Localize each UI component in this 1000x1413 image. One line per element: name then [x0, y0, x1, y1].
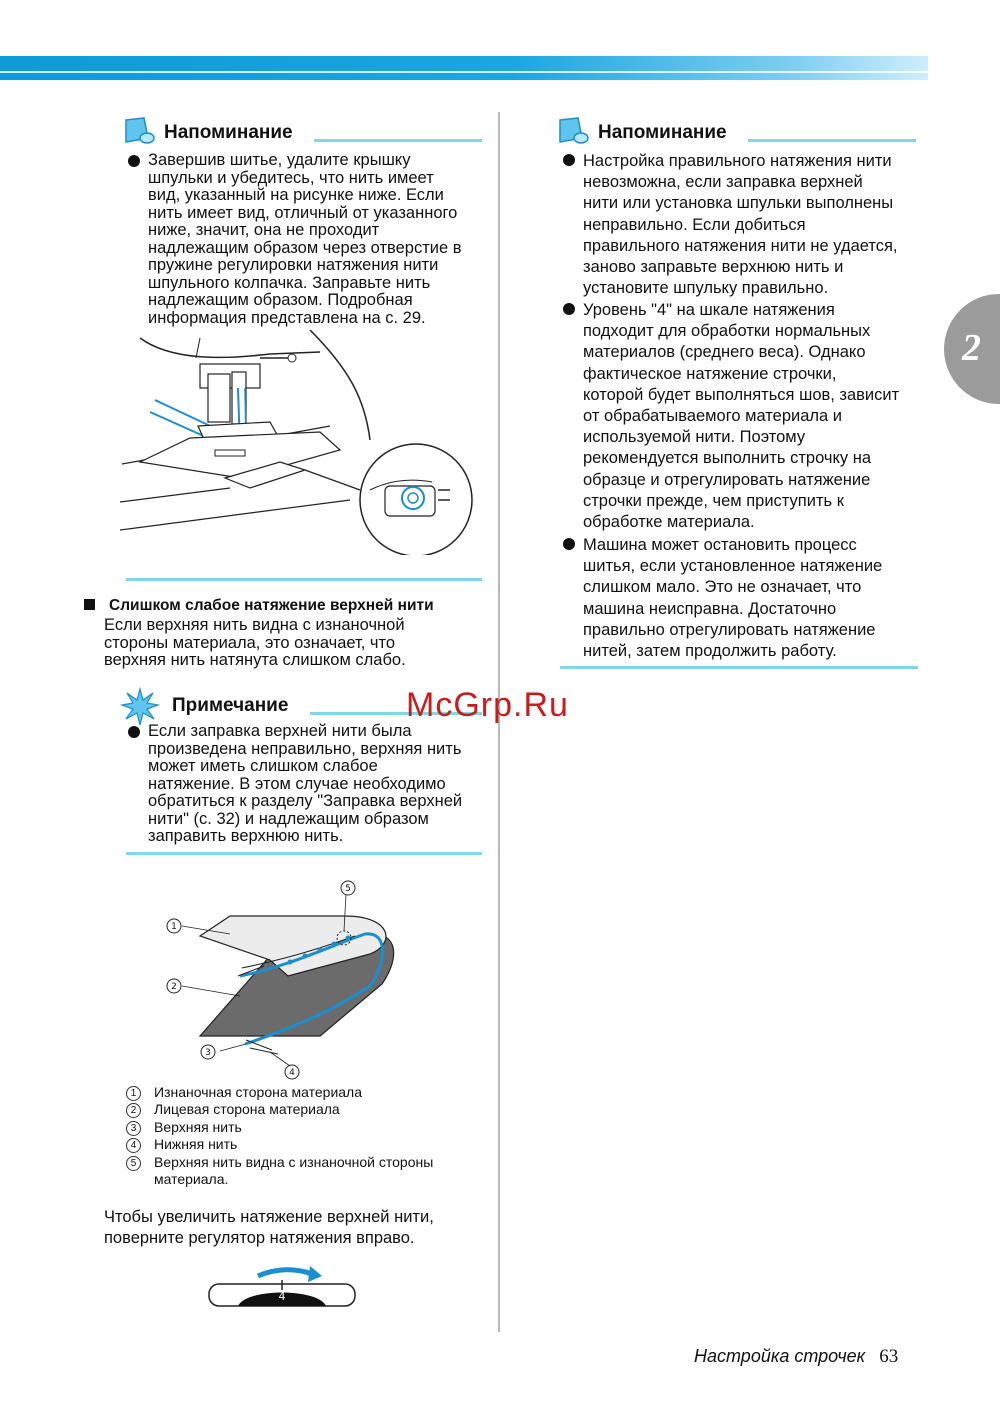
- section-line: верхняя нить натянута слишком слабо.: [104, 651, 406, 669]
- memo2-bullet: [583, 535, 928, 662]
- legend-row: [126, 1119, 433, 1136]
- memo-title-rule: [314, 139, 482, 142]
- bullet-dot: [563, 303, 575, 315]
- memo2-line: строчки прежде, чем приступить к: [583, 491, 844, 510]
- memo2-line: Уровень "4" на шкале натяжения: [583, 301, 835, 319]
- memo2-line: слишком мало. Это не означает, что: [583, 578, 862, 597]
- memo2-line: правильного натяжения нити не удается,: [583, 236, 898, 255]
- header-band-highlight: [0, 71, 928, 73]
- memo2-rule: [560, 666, 918, 669]
- watermark: McGrp.Ru: [406, 686, 569, 724]
- section-rule: [126, 578, 482, 581]
- memo1-line: шпульки и убедитесь, что нить имеет: [148, 168, 434, 187]
- legend-number: 2: [126, 1103, 141, 1118]
- diagram-legend: [126, 1084, 433, 1188]
- memo2-line: обработке материала.: [583, 513, 755, 532]
- memo2-line: от обрабатываемого материала и: [583, 407, 842, 426]
- bullet-dot: [563, 154, 575, 166]
- memo-title-rule: [748, 139, 916, 142]
- note-line: произведена неправильно, верхняя нить: [148, 739, 462, 758]
- section-line: стороны материала, это означает, что: [104, 633, 396, 652]
- legend-row-continuation: [126, 1171, 433, 1188]
- footer-title: Настройка строчек: [694, 1346, 866, 1366]
- memo-header-right: [552, 122, 918, 152]
- memo2-line: которой будет выполняться шов, зависит: [583, 385, 900, 404]
- memo2-line: фактическое натяжение строчки,: [583, 364, 837, 383]
- legend-number: 1: [126, 1086, 141, 1101]
- memo2-line: подходит для обработки нормальных: [583, 322, 871, 341]
- bullet-dot: [128, 155, 140, 167]
- section-line: Если верхняя нить видна с изнаночной: [104, 616, 405, 634]
- note-line: заправить верхнюю нить.: [148, 827, 344, 845]
- memo2-line: неправильно. Если добиться: [583, 215, 806, 234]
- section-heading: [84, 597, 434, 615]
- memo2-line: рекомендуется выполнить строчку на: [583, 449, 872, 468]
- section-heading-text: Слишком слабое натяжение верхней нити: [109, 597, 434, 614]
- legend-text: Нижняя нить: [154, 1136, 238, 1153]
- memo2-line: Настройка правильного натяжения нити: [583, 152, 892, 170]
- memo1-line: шпульного колпачка. Заправьте нить: [148, 273, 431, 292]
- square-bullet-icon: [84, 599, 95, 610]
- page-number: 63: [879, 1346, 899, 1367]
- legend-text: Лицевая сторона материала: [154, 1101, 340, 1118]
- memo-header-left: [118, 122, 484, 152]
- note-title: Примечание: [172, 695, 289, 716]
- legend-number: 5: [126, 1156, 141, 1171]
- callout-number: 5: [345, 884, 351, 894]
- instruction-line: Чтобы увеличить натяжение верхней нити,: [104, 1208, 434, 1226]
- memo2-line: заново заправьте верхнюю нить и: [583, 258, 844, 277]
- bell-icon: [552, 114, 592, 150]
- legend-text: Верхняя нить: [154, 1118, 242, 1135]
- legend-row: [126, 1084, 433, 1101]
- callout-number: 1: [171, 922, 177, 932]
- note-rule: [126, 852, 482, 855]
- starburst-icon: [120, 687, 160, 727]
- section-paragraph: [104, 617, 494, 670]
- memo1-line: ниже, значит, она не проходит: [148, 221, 380, 239]
- legend-row: [126, 1154, 433, 1171]
- note-line: нити" (с. 32) и надлежащим образом: [148, 809, 429, 828]
- legend-number: 4: [126, 1138, 141, 1153]
- memo1-line: информация представлена на с. 29.: [148, 308, 426, 327]
- memo-title-left: Напоминание: [164, 122, 293, 143]
- legend-text: Верхняя нить видна с изнаночной стороны: [154, 1153, 434, 1170]
- memo2-line: Машина может остановить процесс: [583, 536, 857, 554]
- memo2-line: образце и отрегулировать натяжение: [583, 470, 871, 489]
- note-line: может иметь слишком слабое: [148, 757, 378, 775]
- memo2-line: нити или установка шпульки выполнены: [583, 194, 894, 213]
- memo2-line: шитья, если установленное натяжение: [583, 557, 883, 576]
- callout-number: 4: [289, 1068, 295, 1078]
- instruction-paragraph: [104, 1207, 494, 1249]
- tension-dial-illustration: [206, 1262, 358, 1312]
- note-bullet: [148, 723, 493, 846]
- chapter-number: 2: [962, 327, 981, 369]
- memo2-line: машина неисправна. Достаточно: [583, 599, 837, 618]
- memo2-line: используемой нити. Поэтому: [583, 428, 806, 447]
- dial-mark: 4: [278, 1290, 286, 1303]
- memo1-line: надлежащим образом через отверстие в: [148, 238, 462, 257]
- memo1-line: надлежащим образом. Подробная: [148, 291, 413, 309]
- legend-number: 3: [126, 1121, 141, 1136]
- bell-icon: [118, 114, 158, 150]
- memo1-bullet: [148, 152, 493, 327]
- instruction-line: поверните регулятор натяжения вправо.: [104, 1229, 415, 1247]
- memo2-line: нитей, затем продолжить работу.: [583, 642, 837, 661]
- note-line: обратиться к разделу "Заправка верхней: [148, 792, 463, 810]
- memo-title-right: Напоминание: [598, 122, 727, 143]
- fabric-thread-diagram: [160, 876, 410, 1081]
- callout-number: 2: [171, 982, 177, 992]
- legend-row: [126, 1136, 433, 1153]
- memo1-line: пружине регулировки натяжения нити: [148, 256, 439, 274]
- memo1-line: Завершив шитье, удалите крышку: [148, 151, 411, 169]
- memo2-line: невозможна, если заправка верхней: [583, 173, 863, 192]
- memo2-bullet: [583, 300, 928, 533]
- note-line: натяжение. В этом случае необходимо: [148, 774, 446, 793]
- bullet-dot: [563, 538, 575, 550]
- page-footer: [694, 1346, 898, 1368]
- memo2-line: материалов (среднего веса). Однако: [583, 343, 866, 362]
- memo1-line: нить имеет вид, отличный от указанного: [148, 203, 458, 222]
- note-line: Если заправка верхней нити была: [148, 722, 412, 740]
- memo1-line: вид, указанный на рисунке ниже. Если: [148, 186, 444, 204]
- legend-text: материала.: [154, 1171, 229, 1188]
- callout-number: 3: [205, 1048, 211, 1058]
- memo2-line: правильно отрегулировать натяжение: [583, 620, 876, 639]
- memo2-line: установите шпульку правильно.: [583, 279, 829, 298]
- header-color-band: [0, 56, 928, 80]
- legend-row: [126, 1101, 433, 1118]
- bullet-dot: [128, 726, 140, 738]
- memo2-bullet: [583, 151, 928, 299]
- sewing-machine-illustration: [120, 330, 480, 555]
- legend-text: Изнаночная сторона материала: [154, 1084, 363, 1100]
